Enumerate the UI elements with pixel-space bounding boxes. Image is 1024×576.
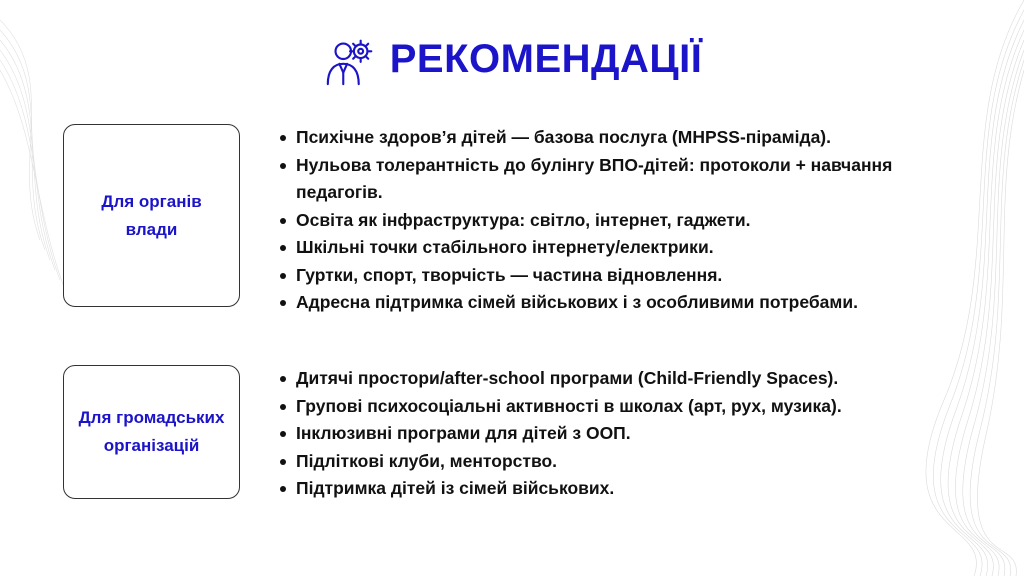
- recommendations-list-ngos: [278, 365, 968, 503]
- person-gear-icon: [322, 30, 380, 88]
- list-item: Освіта як інфраструктура: світло, інтернет, гаджети.: [278, 207, 968, 235]
- category-box-ngos: [63, 365, 240, 499]
- list-item: Нульова толерантність до булінгу ВПО-дітей: протоколи + навчання педагогів.: [278, 152, 968, 207]
- list-item: Групові психосоціальні активності в школах (арт, рух, музика).: [278, 393, 968, 421]
- list-item: Гуртки, спорт, творчість — частина відновлення.: [278, 262, 968, 290]
- page-title: РЕКОМЕНДАЦІЇ: [389, 36, 703, 81]
- category-label: Для органів влади: [101, 191, 202, 239]
- page-header: [0, 30, 1024, 88]
- category-label: Для громадських організацій: [78, 408, 225, 455]
- list-item: Підліткові клуби, менторство.: [278, 448, 968, 476]
- list-item: Дитячі простори/after-school програми (Child-Friendly Spaces).: [278, 365, 968, 393]
- category-box-authorities: [63, 124, 240, 307]
- list-item: Підтримка дітей із сімей військових.: [278, 475, 968, 503]
- list-item: Адресна підтримка сімей військових і з особливими потребами.: [278, 289, 968, 317]
- recommendations-list-authorities: [278, 124, 968, 317]
- list-item: Шкільні точки стабільного інтернету/електрики.: [278, 234, 968, 262]
- list-item: Психічне здоров’я дітей — базова послуга (MHPSS-піраміда).: [278, 124, 968, 152]
- list-item: Інклюзивні програми для дітей з ООП.: [278, 420, 968, 448]
